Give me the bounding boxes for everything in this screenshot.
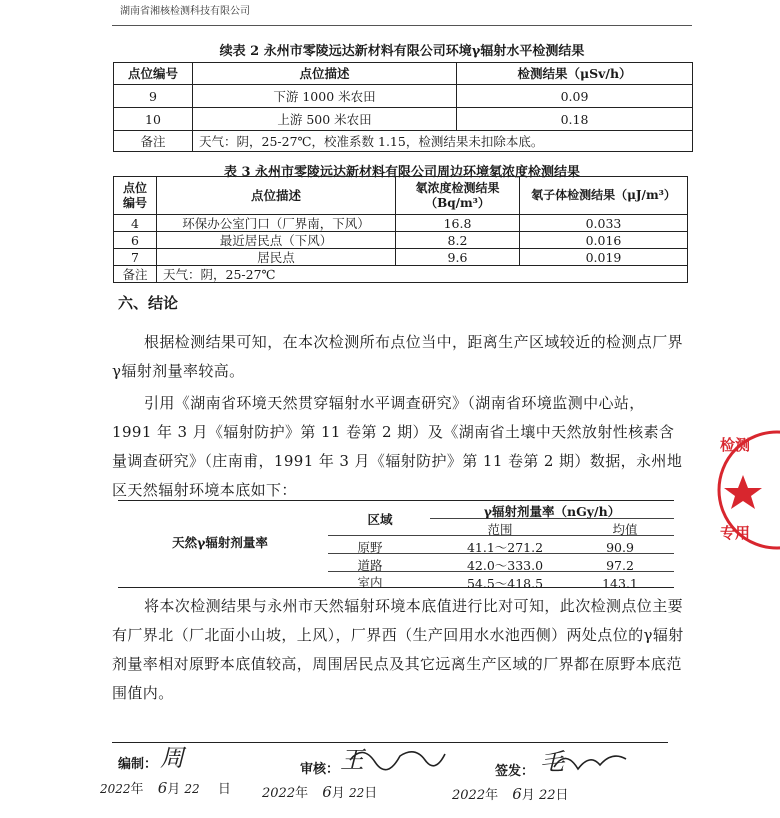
table3-cell-radon: 8.2 — [396, 232, 520, 249]
table3-cell-desc: 最近居民点（下风） — [157, 232, 396, 249]
table3-cell-progeny: 0.019 — [520, 249, 688, 266]
seal-text-bottom: 专用 — [720, 524, 751, 542]
bg-mean: 143.1 — [602, 576, 638, 591]
compiler-label: 编制： — [118, 757, 158, 772]
bg-range: 42.0～333.0 — [466, 558, 544, 573]
table-row — [114, 108, 693, 131]
bg-range-header: 范围 — [487, 522, 513, 537]
table3-cell-id: 7 — [114, 249, 157, 266]
table3-cell-progeny: 0.016 — [520, 232, 688, 249]
table-row — [114, 85, 693, 108]
inspection-seal-stamp — [715, 420, 780, 560]
date-day-char: 日 — [555, 788, 569, 803]
reviewer-date — [262, 782, 377, 801]
table3-header-progeny: 氡子体检测结果（μJ/m³） — [520, 177, 688, 215]
date-day-char: 日 — [217, 782, 231, 797]
table3-cell-id: 4 — [114, 215, 157, 232]
date-month-char: 月 — [331, 786, 345, 801]
table2-header-desc: 点位描述 — [193, 63, 457, 85]
table3-cell-desc: 环保办公室门口（厂界南，下风） — [157, 215, 396, 232]
table3-header-desc: 点位描述 — [157, 177, 396, 215]
table2-cell-id: 9 — [114, 85, 193, 108]
table-row — [114, 215, 688, 232]
date-month-char: 月 — [521, 788, 535, 803]
table2-caption: 续表 2 永州市零陵远达新材料有限公司环境γ辐射水平检测结果 — [219, 44, 585, 59]
table2 — [113, 62, 693, 152]
date-month-char: 月 — [167, 782, 181, 797]
table2-cell-desc: 上游 500 米农田 — [193, 108, 457, 131]
date-day-char: 日 — [364, 786, 378, 801]
bg-row-label: 天然γ辐射剂量率 — [172, 535, 268, 550]
table3-cell-radon: 9.6 — [396, 249, 520, 266]
table-row — [114, 266, 688, 283]
issuer-label: 签发： — [495, 764, 535, 779]
reviewer-signature: 王 — [340, 746, 364, 774]
table3-remark: 天气：阴，25-27℃ — [157, 266, 688, 283]
table2-cell-value: 0.09 — [457, 85, 693, 108]
date-year-char: 年 — [295, 786, 309, 801]
table3-cell-desc: 居民点 — [157, 249, 396, 266]
table3-cell-progeny: 0.033 — [520, 215, 688, 232]
bg-region: 室内 — [357, 575, 383, 590]
reviewer-label: 审核： — [300, 762, 340, 777]
bg-mean: 90.9 — [606, 540, 634, 555]
table3 — [113, 176, 688, 283]
date-month: 6 — [157, 779, 168, 797]
seal-text-top: 检测 — [720, 436, 751, 454]
reviewer-signature-scrawl — [345, 742, 450, 772]
table2-cell-value: 0.18 — [457, 108, 693, 131]
conclusion-paragraph-3 — [112, 592, 684, 708]
company-header: 湖南省湘核检测科技有限公司 — [120, 6, 250, 17]
table3-caption: 表 3 永州市零陵远达新材料有限公司周边环境氡浓度检测结果 — [223, 165, 581, 180]
seal-star-icon — [724, 475, 762, 509]
table3-cell-radon: 16.8 — [396, 215, 520, 232]
conclusion-paragraph-2 — [112, 389, 684, 505]
paragraph-text: 引用《湖南省环境天然贯穿辐射水平调查研究》（湖南省环境监测中心站，1991 年 3 月《辐射防护》第 11 卷第 2 期）及《湖南省土壤中天然放射性核素含量调查研究》（庄南甫，1991 年 3 月《辐射防护》第 11 卷第 2 期）数据，永州地区天然辐射环境本底如下： — [112, 394, 683, 499]
table-row — [114, 249, 688, 266]
table2-cell-id: 10 — [114, 108, 193, 131]
bg-region-header: 区域 — [367, 512, 393, 527]
table3-header-radon: 氡浓度检测结果（Bq/m³） — [396, 177, 520, 215]
table-row — [114, 131, 693, 152]
date-month: 6 — [322, 783, 332, 801]
date-day: 22 — [348, 786, 365, 800]
bg-range: 41.1～271.2 — [466, 540, 544, 555]
table2-header-result: 检测结果（μSv/h） — [457, 63, 693, 85]
date-year-char: 年 — [485, 788, 499, 803]
date-year: 2022 — [100, 782, 131, 796]
bg-range: 54.5～418.5 — [466, 576, 544, 591]
table-row — [114, 232, 688, 249]
table2-remark: 天气：阴，25-27℃，校准系数 1.15，检测结果未扣除本底。 — [193, 131, 693, 152]
issuer-date — [452, 784, 569, 803]
section-title: 六、结论 — [118, 294, 179, 312]
table-top-rule — [118, 500, 674, 501]
paragraph-text: 将本次检测结果与永州市天然辐射环境本底值进行比对可知，此次检测点位主要有厂界北（厂北面小山坡，上风），厂界西（生产回用水水池西侧）两处点位的γ辐射剂量率相对原野本底值较高，周围居民点及其它远离生产区域的厂界都在原野本底范围值内。 — [112, 597, 684, 702]
table2-cell-desc: 下游 1000 米农田 — [193, 85, 457, 108]
issuer-signature-scrawl — [550, 745, 630, 777]
date-year: 2022 — [452, 788, 486, 803]
paragraph-text: 根据检测结果可知，在本次检测所布点位当中，距离生产区域较近的检测点厂界γ辐射剂量率较高。 — [112, 333, 684, 380]
table3-header-id: 点位编号 — [114, 177, 157, 215]
date-year-char: 年 — [130, 782, 144, 797]
table3-remark-label: 备注 — [114, 266, 157, 283]
date-day: 22 — [538, 788, 556, 803]
bg-region: 道路 — [357, 558, 383, 573]
bg-region: 原野 — [357, 540, 383, 555]
bg-rate-header: γ辐射剂量率（nGy/h） — [483, 504, 621, 519]
issuer-signature: 毛 — [540, 748, 564, 776]
conclusion-paragraph-1 — [112, 328, 684, 386]
table2-remark-label: 备注 — [114, 131, 193, 152]
table3-cell-id: 6 — [114, 232, 157, 249]
table2-header-id: 点位编号 — [114, 63, 193, 85]
header-rule — [112, 25, 692, 26]
bg-mean: 97.2 — [606, 558, 634, 573]
bg-mean-header: 均值 — [612, 522, 638, 537]
date-day: 22 — [184, 782, 200, 796]
compiler-signature: 周 — [160, 744, 184, 772]
date-month: 6 — [512, 785, 522, 803]
date-year: 2022 — [262, 786, 296, 801]
compiler-date — [100, 778, 231, 797]
